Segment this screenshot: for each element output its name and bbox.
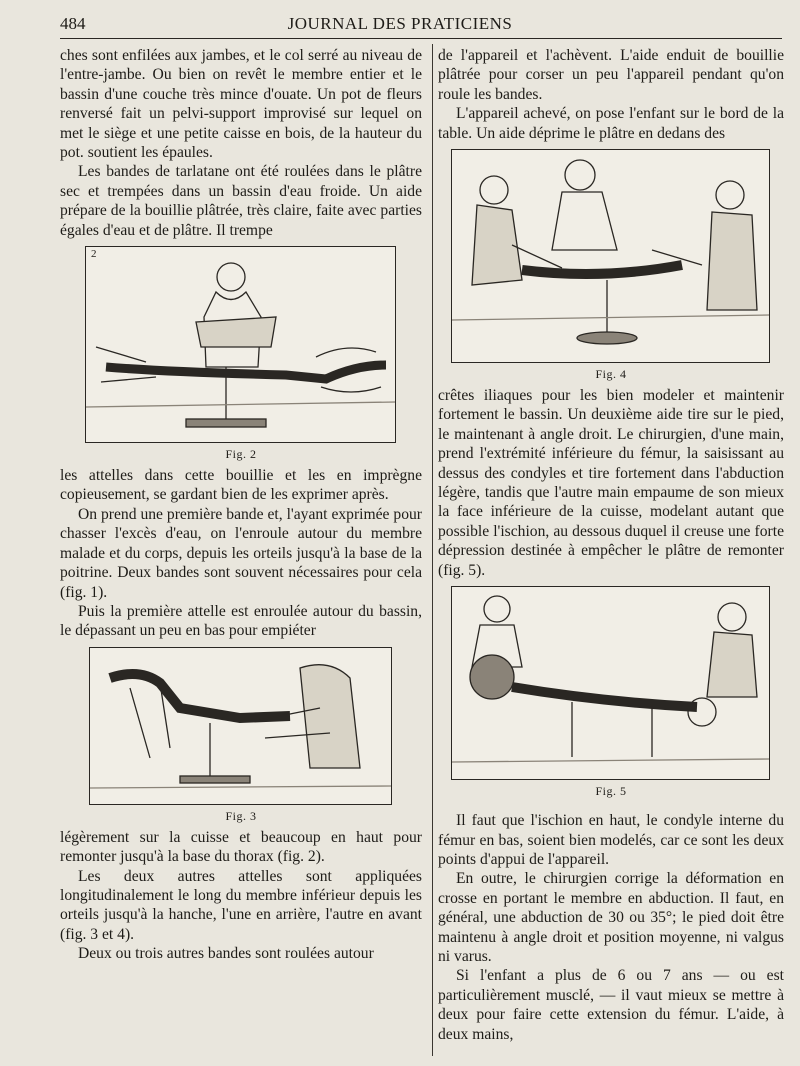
- figure-3: [89, 647, 393, 824]
- engraving-image: [90, 648, 391, 804]
- paragraph: En outre, le chirurgien corrige la déformation en crosse en portant le membre en abduction. Il faut, en général, une abduction de 30 ou 35°; le pied doit être maintenu à angle droit et position moyenne, ni valgus ni varus.: [438, 870, 784, 965]
- paragraph: Il faut que l'ischion en haut, le condyle interne du fémur en bas, soient bien modelés, car ce sont les deux points d'appui de l'appareil.: [438, 812, 784, 868]
- column-divider: [432, 44, 433, 1056]
- figure-number: 2: [91, 248, 97, 261]
- figure-5: [451, 586, 771, 799]
- paragraph: On prend une première bande et, l'ayant exprimée pour chasser l'excès d'eau, on l'enroule autour du membre malade et du corps, depuis les orteils jusqu'à la base de la poitrine. Deux bandes sont souvent nécessaires pour cela (fig. 1).: [60, 505, 422, 601]
- paragraph: les attelles dans cette bouillie et les en imprègne copieusement, se gardant bien de les exprimer après.: [60, 467, 422, 504]
- journal-title: JOURNAL DES PRATICIENS: [287, 14, 513, 33]
- right-column: [438, 46, 784, 1044]
- paragraph: Les deux autres attelles sont appliquées longitudinalement le long du membre inférieur depuis les orteils jusqu'à la hanche, l'une en arrière, l'autre en avant (fig. 3 et 4).: [60, 867, 422, 943]
- paragraph: ches sont enfilées aux jambes, et le col serré au niveau de l'entre-jambe. Ou bien on revêt le membre entier et le bassin d'une couche très mince d'ouate. Un pot de fleurs renversé fait un pelvi-support improvisé sur lequel on met le siège et une petite caisse en bois, de la hauteur du pot. soutient les épaules.: [60, 47, 422, 162]
- paragraph: de l'appareil et l'achèvent. L'aide enduit de bouillie plâtrée pour corser un peu l'appareil pendant qu'on roule les bandes.: [438, 47, 784, 103]
- page-header: [0, 0, 800, 40]
- figure-2-illustration: [85, 246, 396, 443]
- figure-caption: Fig. 4: [595, 367, 627, 382]
- paragraph: Puis la première attelle est enroulée autour du bassin, le dépassant un peu en bas pour empiéter: [60, 602, 422, 640]
- figure-4: [451, 149, 771, 382]
- paragraph: Si l'enfant a plus de 6 ou 7 ans — ou est particulièrement musclé, — il vaut mieux se mettre à deux pour faire cette extension du fémur. L'aide, à deux mains,: [438, 967, 784, 1043]
- engraving-image: [452, 587, 769, 779]
- figure-3-illustration: [89, 647, 392, 805]
- page-number: 484: [60, 14, 86, 33]
- engraving-image: [452, 150, 769, 362]
- figure-4-illustration: [451, 149, 770, 363]
- left-column: [60, 46, 422, 964]
- figure-caption: Fig. 5: [595, 784, 627, 799]
- figure-2: [85, 246, 397, 462]
- engraving-image: [86, 247, 395, 442]
- header-rule: [60, 38, 782, 39]
- paragraph: légèrement sur la cuisse et beaucoup en haut pour remonter jusqu'à la base du thorax (fig. 2).: [60, 828, 422, 866]
- paragraph: Deux ou trois autres bandes sont roulées autour: [78, 945, 374, 963]
- paragraph: Les bandes de tarlatane ont été roulées dans le plâtre sec et trempées dans un bassin d'eau froide. Un aide prépare de la bouillie plâtrée, très claire, faite avec parties égales d'eau et de plâtre. Il trempe: [60, 163, 422, 239]
- figure-caption: Fig. 3: [225, 808, 257, 823]
- figure-caption: Fig. 2: [225, 447, 257, 462]
- figure-5-illustration: [451, 586, 770, 780]
- paragraph: crêtes iliaques pour les bien modeler et maintenir fortement le bassin. Un deuxième aide tire sur le pied, le maintenant à angle droit. Le chirurgien, d'une main, prend l'extrémité inférieure du fémur, la saisissant au dessus des condyles et tire fortement dans l'abduction légère, tandis que l'autre main empaume de son mieux la face inférieure de la cuisse, modelant autant que possible l'ischion, au dessous duquel il creuse une forte dépression destinée à empêcher le plâtre de remonter (fig. 5).: [438, 387, 784, 579]
- paragraph: L'appareil achevé, on pose l'enfant sur le bord de la table. Un aide déprime le plâtre en dedans des: [438, 105, 784, 142]
